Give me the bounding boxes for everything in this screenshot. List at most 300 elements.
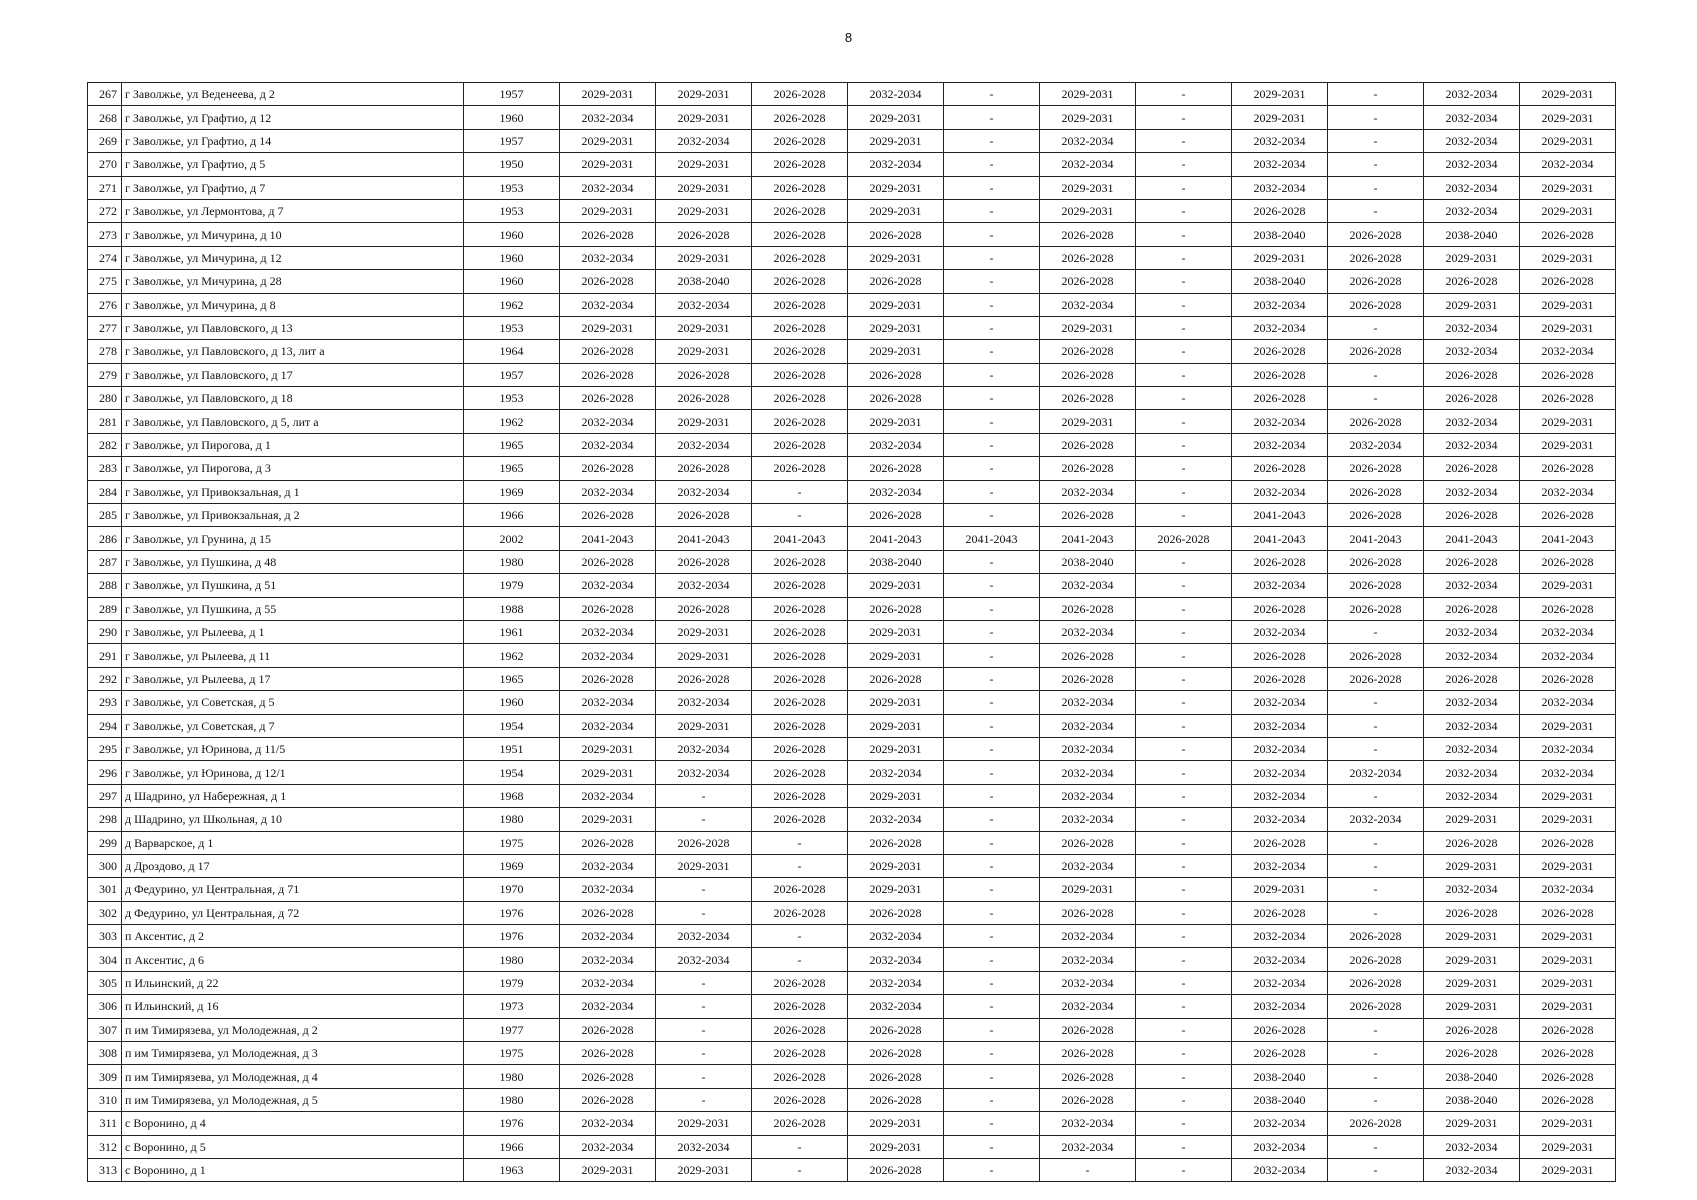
row-number-cell: 275 (88, 270, 122, 293)
table-row (88, 597, 1616, 620)
period-cell: 2026-2028 (1040, 457, 1136, 480)
table-row (88, 620, 1616, 643)
period-cell: 2026-2028 (1232, 363, 1328, 386)
period-cell: - (1328, 387, 1424, 410)
year-built-cell: 1973 (464, 995, 560, 1018)
period-cell: 2026-2028 (560, 667, 656, 690)
period-cell: 2026-2028 (848, 597, 944, 620)
period-cell: 2029-2031 (560, 129, 656, 152)
address-cell: г Заволжье, ул Пушкина, д 48 (122, 550, 464, 573)
period-cell: - (656, 1065, 752, 1088)
period-cell: 2026-2028 (752, 106, 848, 129)
period-cell: 2026-2028 (1520, 597, 1616, 620)
period-cell: 2041-2043 (848, 527, 944, 550)
row-number-cell: 313 (88, 1158, 122, 1181)
period-cell: 2032-2034 (1232, 574, 1328, 597)
address-cell: г Заволжье, ул Графтио, д 14 (122, 129, 464, 152)
period-cell: 2032-2034 (560, 1112, 656, 1135)
period-cell: 2026-2028 (752, 597, 848, 620)
address-cell: д Шадрино, ул Школьная, д 10 (122, 808, 464, 831)
period-cell: 2032-2034 (1424, 480, 1520, 503)
period-cell: 2032-2034 (1040, 737, 1136, 760)
period-cell: 2026-2028 (1520, 1065, 1616, 1088)
period-cell: 2026-2028 (1424, 504, 1520, 527)
period-cell: 2032-2034 (656, 480, 752, 503)
period-cell: 2026-2028 (656, 667, 752, 690)
address-cell: г Заволжье, ул Мичурина, д 8 (122, 293, 464, 316)
period-cell: 2026-2028 (752, 714, 848, 737)
period-cell: 2026-2028 (1040, 270, 1136, 293)
year-built-cell: 1953 (464, 387, 560, 410)
period-cell: 2026-2028 (752, 784, 848, 807)
period-cell: - (1136, 878, 1232, 901)
address-cell: г Заволжье, ул Павловского, д 5, лит а (122, 410, 464, 433)
address-cell: п Аксентис, д 2 (122, 925, 464, 948)
period-cell: 2026-2028 (848, 1018, 944, 1041)
period-cell: - (1136, 1042, 1232, 1065)
address-cell: г Заволжье, ул Мичурина, д 10 (122, 223, 464, 246)
period-cell: 2032-2034 (848, 971, 944, 994)
address-cell: г Заволжье, ул Графтио, д 5 (122, 153, 464, 176)
period-cell: 2029-2031 (656, 153, 752, 176)
row-number-cell: 277 (88, 316, 122, 339)
period-cell: 2032-2034 (1424, 83, 1520, 106)
address-cell: г Заволжье, ул Мичурина, д 28 (122, 270, 464, 293)
period-cell: 2032-2034 (560, 620, 656, 643)
period-cell: 2032-2034 (848, 948, 944, 971)
row-number-cell: 272 (88, 199, 122, 222)
address-cell: г Заволжье, ул Привокзальная, д 1 (122, 480, 464, 503)
year-built-cell: 1966 (464, 1135, 560, 1158)
period-cell: 2026-2028 (1424, 363, 1520, 386)
period-cell: 2026-2028 (848, 1065, 944, 1088)
year-built-cell: 1954 (464, 761, 560, 784)
period-cell: - (752, 831, 848, 854)
period-cell: 2029-2031 (560, 83, 656, 106)
row-number-cell: 274 (88, 246, 122, 269)
address-cell: п им Тимирязева, ул Молодежная, д 3 (122, 1042, 464, 1065)
period-cell: 2026-2028 (752, 199, 848, 222)
period-cell: - (1136, 1112, 1232, 1135)
period-cell: 2032-2034 (848, 995, 944, 1018)
period-cell: - (944, 129, 1040, 152)
table-row (88, 971, 1616, 994)
address-cell: г Заволжье, ул Рылеева, д 17 (122, 667, 464, 690)
period-cell: 2026-2028 (1040, 223, 1136, 246)
period-cell: 2026-2028 (1232, 831, 1328, 854)
table-row (88, 1065, 1616, 1088)
period-cell: - (944, 574, 1040, 597)
period-cell: 2029-2031 (1040, 316, 1136, 339)
period-cell: - (944, 831, 1040, 854)
period-cell: 2032-2034 (1040, 854, 1136, 877)
period-cell: 2032-2034 (1520, 480, 1616, 503)
period-cell: 2026-2028 (1328, 597, 1424, 620)
period-cell: - (944, 784, 1040, 807)
row-number-cell: 270 (88, 153, 122, 176)
period-cell: 2032-2034 (1424, 574, 1520, 597)
year-built-cell: 1957 (464, 83, 560, 106)
period-cell: - (1136, 480, 1232, 503)
address-cell: п им Тимирязева, ул Молодежная, д 4 (122, 1065, 464, 1088)
period-cell: 2026-2028 (752, 971, 848, 994)
period-cell: 2032-2034 (1232, 691, 1328, 714)
period-cell: 2032-2034 (656, 737, 752, 760)
period-cell: - (1136, 995, 1232, 1018)
period-cell: - (656, 971, 752, 994)
period-cell: 2032-2034 (848, 480, 944, 503)
period-cell: 2029-2031 (1520, 199, 1616, 222)
year-built-cell: 1961 (464, 620, 560, 643)
period-cell: - (1136, 574, 1232, 597)
period-cell: 2032-2034 (848, 761, 944, 784)
row-number-cell: 282 (88, 433, 122, 456)
row-number-cell: 307 (88, 1018, 122, 1041)
period-cell: 2029-2031 (1040, 878, 1136, 901)
period-cell: 2026-2028 (1520, 1088, 1616, 1111)
period-cell: 2029-2031 (656, 83, 752, 106)
row-number-cell: 269 (88, 129, 122, 152)
period-cell: 2026-2028 (848, 667, 944, 690)
period-cell: - (1328, 737, 1424, 760)
period-cell: 2026-2028 (1520, 504, 1616, 527)
year-built-cell: 1957 (464, 129, 560, 152)
year-built-cell: 1975 (464, 831, 560, 854)
period-cell: - (1136, 644, 1232, 667)
period-cell: 2026-2028 (1520, 1042, 1616, 1065)
period-cell: 2026-2028 (1232, 550, 1328, 573)
period-cell: - (1328, 714, 1424, 737)
table-row (88, 129, 1616, 152)
table-row (88, 948, 1616, 971)
row-number-cell: 305 (88, 971, 122, 994)
period-cell: 2026-2028 (1424, 550, 1520, 573)
period-cell: 2026-2028 (1136, 527, 1232, 550)
year-built-cell: 1975 (464, 1042, 560, 1065)
period-cell: - (656, 784, 752, 807)
period-cell: 2026-2028 (1040, 433, 1136, 456)
period-cell: 2032-2034 (1040, 129, 1136, 152)
row-number-cell: 299 (88, 831, 122, 854)
period-cell: 2029-2031 (1520, 1135, 1616, 1158)
period-cell: - (1328, 363, 1424, 386)
row-number-cell: 287 (88, 550, 122, 573)
table-row (88, 504, 1616, 527)
row-number-cell: 306 (88, 995, 122, 1018)
period-cell: 2026-2028 (752, 761, 848, 784)
period-cell: - (944, 948, 1040, 971)
period-cell: 2029-2031 (1424, 1112, 1520, 1135)
period-cell: 2026-2028 (560, 387, 656, 410)
period-cell: 2029-2031 (656, 246, 752, 269)
table-row (88, 83, 1616, 106)
period-cell: 2032-2034 (1424, 340, 1520, 363)
table-row (88, 410, 1616, 433)
year-built-cell: 1962 (464, 293, 560, 316)
period-cell: 2032-2034 (656, 293, 752, 316)
row-number-cell: 303 (88, 925, 122, 948)
period-cell: 2032-2034 (560, 176, 656, 199)
period-cell: 2026-2028 (560, 901, 656, 924)
period-cell: - (944, 153, 1040, 176)
period-cell: - (944, 995, 1040, 1018)
period-cell: - (1136, 925, 1232, 948)
address-cell: г Заволжье, ул Рылеева, д 11 (122, 644, 464, 667)
row-number-cell: 297 (88, 784, 122, 807)
period-cell: 2029-2031 (1424, 246, 1520, 269)
period-cell: 2026-2028 (656, 363, 752, 386)
period-cell: - (944, 620, 1040, 643)
period-cell: - (1328, 878, 1424, 901)
address-cell: г Заволжье, ул Павловского, д 13 (122, 316, 464, 339)
table-row (88, 1158, 1616, 1181)
period-cell: - (1328, 129, 1424, 152)
period-cell: 2029-2031 (1520, 293, 1616, 316)
period-cell: 2032-2034 (848, 83, 944, 106)
year-built-cell: 1976 (464, 1112, 560, 1135)
period-cell: 2029-2031 (1232, 106, 1328, 129)
period-cell: - (944, 199, 1040, 222)
period-cell: 2032-2034 (1040, 714, 1136, 737)
period-cell: 2026-2028 (1040, 831, 1136, 854)
period-cell: - (752, 1158, 848, 1181)
period-cell: - (752, 948, 848, 971)
table-row (88, 761, 1616, 784)
period-cell: 2029-2031 (656, 1158, 752, 1181)
table-row (88, 691, 1616, 714)
table-row (88, 340, 1616, 363)
period-cell: - (944, 597, 1040, 620)
year-built-cell: 1980 (464, 1065, 560, 1088)
row-number-cell: 293 (88, 691, 122, 714)
period-cell: 2032-2034 (1232, 1158, 1328, 1181)
period-cell: 2032-2034 (560, 574, 656, 597)
row-number-cell: 304 (88, 948, 122, 971)
period-cell: - (1136, 410, 1232, 433)
period-cell: 2032-2034 (1520, 761, 1616, 784)
period-cell: 2026-2028 (752, 1088, 848, 1111)
period-cell: 2032-2034 (560, 925, 656, 948)
period-cell: 2032-2034 (1040, 480, 1136, 503)
period-cell: - (944, 550, 1040, 573)
period-cell: 2026-2028 (1040, 1042, 1136, 1065)
address-cell: п Ильинский, д 22 (122, 971, 464, 994)
period-cell: 2026-2028 (752, 316, 848, 339)
period-cell: 2032-2034 (656, 433, 752, 456)
period-cell: 2026-2028 (1040, 667, 1136, 690)
table-row (88, 550, 1616, 573)
period-cell: 2038-2040 (1040, 550, 1136, 573)
period-cell: 2032-2034 (560, 246, 656, 269)
period-cell: 2032-2034 (560, 480, 656, 503)
period-cell: 2029-2031 (1040, 83, 1136, 106)
period-cell: 2041-2043 (656, 527, 752, 550)
period-cell: 2026-2028 (560, 504, 656, 527)
period-cell: 2026-2028 (1328, 948, 1424, 971)
period-cell: 2029-2031 (1040, 410, 1136, 433)
row-number-cell: 312 (88, 1135, 122, 1158)
address-cell: п им Тимирязева, ул Молодежная, д 2 (122, 1018, 464, 1041)
address-cell: г Заволжье, ул Советская, д 7 (122, 714, 464, 737)
period-cell: 2026-2028 (1232, 1042, 1328, 1065)
address-cell: с Воронино, д 5 (122, 1135, 464, 1158)
period-cell: 2026-2028 (656, 831, 752, 854)
period-cell: 2029-2031 (1520, 83, 1616, 106)
period-cell: 2029-2031 (656, 620, 752, 643)
period-cell: 2026-2028 (1232, 199, 1328, 222)
year-built-cell: 1988 (464, 597, 560, 620)
period-cell: - (944, 363, 1040, 386)
period-cell: 2029-2031 (1040, 176, 1136, 199)
period-cell: - (1136, 691, 1232, 714)
period-cell: - (656, 1088, 752, 1111)
period-cell: 2032-2034 (1424, 176, 1520, 199)
period-cell: 2032-2034 (848, 153, 944, 176)
period-cell: 2032-2034 (560, 948, 656, 971)
period-cell: - (944, 83, 1040, 106)
period-cell: - (1328, 83, 1424, 106)
period-cell: 2029-2031 (656, 316, 752, 339)
period-cell: 2029-2031 (1424, 925, 1520, 948)
period-cell: - (656, 1042, 752, 1065)
address-cell: г Заволжье, ул Лермонтова, д 7 (122, 199, 464, 222)
row-number-cell: 295 (88, 737, 122, 760)
period-cell: 2029-2031 (1520, 948, 1616, 971)
period-cell: 2029-2031 (560, 1158, 656, 1181)
period-cell: 2026-2028 (1040, 504, 1136, 527)
row-number-cell: 291 (88, 644, 122, 667)
table-row (88, 316, 1616, 339)
year-built-cell: 1980 (464, 808, 560, 831)
table-body (88, 83, 1616, 1182)
address-cell: г Заволжье, ул Мичурина, д 12 (122, 246, 464, 269)
period-cell: - (1136, 199, 1232, 222)
period-cell: 2032-2034 (656, 1135, 752, 1158)
table-row (88, 270, 1616, 293)
table-row (88, 737, 1616, 760)
period-cell: 2026-2028 (1520, 270, 1616, 293)
period-cell: - (1136, 223, 1232, 246)
period-cell: 2032-2034 (1424, 433, 1520, 456)
period-cell: 2029-2031 (1520, 714, 1616, 737)
period-cell: 2029-2031 (848, 199, 944, 222)
year-built-cell: 1962 (464, 410, 560, 433)
period-cell: 2032-2034 (1424, 129, 1520, 152)
period-cell: 2026-2028 (1424, 1042, 1520, 1065)
period-cell: 2026-2028 (1232, 387, 1328, 410)
period-cell: 2032-2034 (1520, 153, 1616, 176)
period-cell: 2029-2031 (848, 878, 944, 901)
period-cell: 2026-2028 (752, 129, 848, 152)
period-cell: - (1136, 293, 1232, 316)
period-cell: 2026-2028 (1040, 363, 1136, 386)
period-cell: 2026-2028 (1424, 270, 1520, 293)
period-cell: 2026-2028 (656, 550, 752, 573)
period-cell: 2032-2034 (1232, 761, 1328, 784)
period-cell: 2032-2034 (1520, 691, 1616, 714)
period-cell: 2032-2034 (1232, 153, 1328, 176)
table-row (88, 995, 1616, 1018)
period-cell: 2026-2028 (1328, 644, 1424, 667)
period-cell: 2029-2031 (1520, 925, 1616, 948)
period-cell: 2026-2028 (848, 223, 944, 246)
year-built-cell: 1976 (464, 925, 560, 948)
period-cell: - (656, 878, 752, 901)
period-cell: 2038-2040 (1424, 1065, 1520, 1088)
period-cell: 2026-2028 (752, 340, 848, 363)
period-cell: 2026-2028 (1328, 995, 1424, 1018)
period-cell: - (1136, 948, 1232, 971)
period-cell: 2026-2028 (560, 223, 656, 246)
period-cell: 2029-2031 (1424, 808, 1520, 831)
row-number-cell: 298 (88, 808, 122, 831)
address-cell: д Варварское, д 1 (122, 831, 464, 854)
period-cell: 2032-2034 (1232, 620, 1328, 643)
period-cell: - (944, 340, 1040, 363)
year-built-cell: 1980 (464, 550, 560, 573)
period-cell: - (1328, 901, 1424, 924)
period-cell: 2032-2034 (1232, 854, 1328, 877)
address-cell: с Воронино, д 1 (122, 1158, 464, 1181)
table-row (88, 1135, 1616, 1158)
period-cell: 2029-2031 (848, 854, 944, 877)
address-cell: п Ильинский, д 16 (122, 995, 464, 1018)
period-cell: 2029-2031 (656, 714, 752, 737)
row-number-cell: 281 (88, 410, 122, 433)
row-number-cell: 311 (88, 1112, 122, 1135)
period-cell: 2032-2034 (1520, 340, 1616, 363)
address-cell: г Заволжье, ул Павловского, д 18 (122, 387, 464, 410)
year-built-cell: 1970 (464, 878, 560, 901)
year-built-cell: 1962 (464, 644, 560, 667)
period-cell: 2029-2031 (848, 620, 944, 643)
period-cell: 2026-2028 (848, 504, 944, 527)
period-cell: 2029-2031 (848, 691, 944, 714)
year-built-cell: 1968 (464, 784, 560, 807)
year-built-cell: 1976 (464, 901, 560, 924)
row-number-cell: 273 (88, 223, 122, 246)
address-cell: г Заволжье, ул Графтио, д 12 (122, 106, 464, 129)
period-cell: 2032-2034 (1232, 410, 1328, 433)
year-built-cell: 1963 (464, 1158, 560, 1181)
address-cell: г Заволжье, ул Юринова, д 12/1 (122, 761, 464, 784)
row-number-cell: 283 (88, 457, 122, 480)
year-built-cell: 1960 (464, 223, 560, 246)
period-cell: 2032-2034 (1424, 410, 1520, 433)
period-cell: - (1136, 363, 1232, 386)
period-cell: 2029-2031 (560, 737, 656, 760)
period-cell: 2026-2028 (1424, 1018, 1520, 1041)
year-built-cell: 1957 (464, 363, 560, 386)
period-cell: - (1136, 1088, 1232, 1111)
period-cell: 2026-2028 (560, 597, 656, 620)
period-cell: - (1136, 901, 1232, 924)
period-cell: 2026-2028 (1328, 410, 1424, 433)
period-cell: - (1136, 1158, 1232, 1181)
row-number-cell: 267 (88, 83, 122, 106)
period-cell: 2038-2040 (1232, 270, 1328, 293)
period-cell: 2029-2031 (656, 410, 752, 433)
period-cell: 2026-2028 (752, 1018, 848, 1041)
period-cell: - (944, 457, 1040, 480)
period-cell: 2026-2028 (1424, 901, 1520, 924)
period-cell: - (944, 387, 1040, 410)
row-number-cell: 276 (88, 293, 122, 316)
row-number-cell: 284 (88, 480, 122, 503)
year-built-cell: 1950 (464, 153, 560, 176)
period-cell: 2029-2031 (560, 808, 656, 831)
period-cell: 2032-2034 (1520, 737, 1616, 760)
